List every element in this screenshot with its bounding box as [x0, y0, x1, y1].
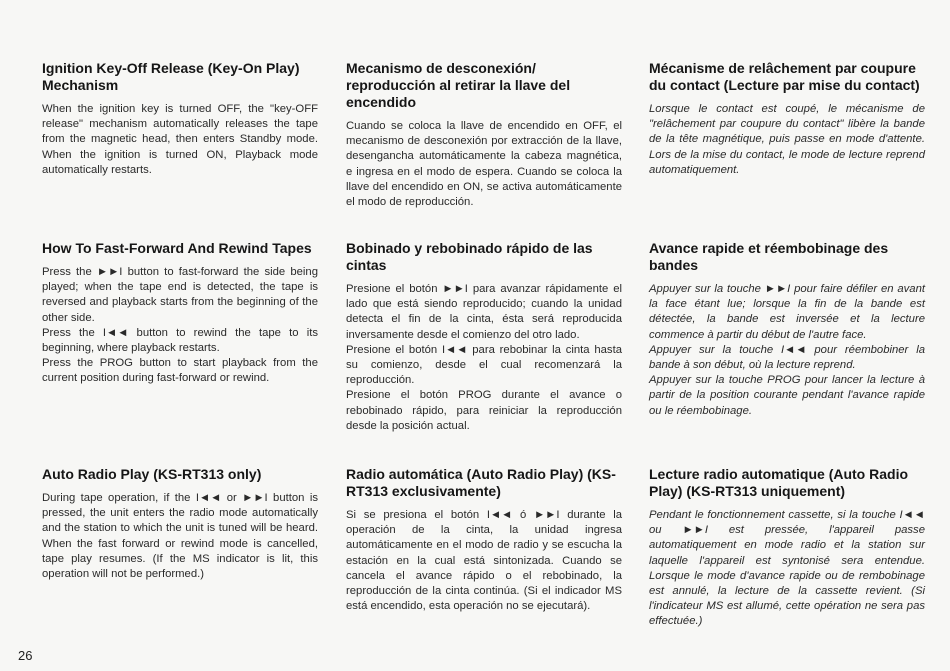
section-key-off-release-en [42, 60, 318, 178]
page-number: 26 [18, 648, 33, 663]
section-fast-forward-rewind-fr [649, 240, 925, 419]
section-key-off-release-fr [649, 60, 925, 178]
section-auto-radio-play-es [346, 466, 622, 614]
section-key-off-release-es [346, 60, 622, 210]
section-body: Lorsque le contact est coupé, le mécanisme de "relâchement par coupure du contact" libère la bande de la tête magnétique, puis passe en mode d'attente. Lors de la mise du contact, le mode de lecture reprend automatiquement. [649, 103, 925, 176]
section-fast-forward-rewind-es [346, 240, 622, 434]
section-body: Cuando se coloca la llave de encendido en OFF, el mecanismo de desconexión por extracción de la llave, desengancha automáticamente la cabeza magnética, e ingresa en el modo de espera. Cuando se coloca la llave del encendido en ON, se activa automáticamente el modo de reproducción. [346, 120, 622, 209]
section-body: Press the ►►I button to fast-forward the side being played; when the tape end is detected, the tape is reversed and playback starts from the beginning of the other side. Press the I◄◄ button to rewind the tape to its beginning, where playback restarts. Press the PROG button to start playback from the current position during fast-forward or rewind. [42, 266, 318, 385]
section-heading: Lecture radio automatique (Auto Radio Play) (KS-RT313 uniquement) [649, 466, 909, 499]
section-heading: Radio automática (Auto Radio Play) (KS-RT313 exclusivamente) [346, 466, 616, 499]
section-body: Presione el botón ►►I para avanzar rápidamente el lado que está siendo reproducido; cuando la unidad detecta el fin de la cinta, ésta será reproducida inversamente desde el comienzo del otro lado. Presione el botón I◄◄ para rebobinar la cinta hasta su comienzo, desde el cual recomenzará la reproducción. Presione el botón PROG durante el avance o rebobinado rápido, para reiniciar la reproducción desde la posición actual. [346, 283, 622, 432]
section-fast-forward-rewind-en [42, 240, 318, 387]
section-body: Appuyer sur la touche ►►I pour faire défiler en avant la face étant lue; lorsque la fin de la bande est détectée, la bande est inversée et la lecture commence à partir du début de l'autre face. Appuyer sur la touche I◄◄ pour réembobiner la bande à son début, où la lecture reprend. Appuyer sur la touche PROG pour lancer la lecture à partir de la position courante pendant l'avance rapide ou le réembobinage. [649, 283, 925, 417]
section-heading: How To Fast-Forward And Rewind Tapes [42, 240, 312, 256]
section-heading: Mécanisme de relâchement par coupure du contact (Lecture par mise du contact) [649, 60, 920, 93]
section-body: Pendant le fonctionnement cassette, si la touche I◄◄ ou ►►I est pressée, l'appareil passe automatiquement en mode radio et la station sur laquelle l'appareil est syntonisé sera entendue. Lorsque le mode d'avance rapide ou de rembobinage est annulé, la lecture de la cassette revient. (Si l'indicateur MS est allumé, cette opération ne sera pas effectuée.) [649, 509, 925, 628]
section-heading: Ignition Key-Off Release (Key-On Play) Mechanism [42, 60, 300, 93]
section-auto-radio-play-fr [649, 466, 925, 630]
section-body: During tape operation, if the I◄◄ or ►►I button is pressed, the unit enters the radio mode automatically and the station to which the unit is tuned will be heard. When the fast forward or rewind mode is cancelled, tape play resumes. (If the MS indicator is lit, this operation will not be performed.) [42, 492, 318, 581]
section-auto-radio-play-en [42, 466, 318, 582]
section-heading: Avance rapide et réembobinage des bandes [649, 240, 889, 273]
section-body: When the ignition key is turned OFF, the "key-OFF release" mechanism automatically releases the tape from the magnetic head, then enters Standby mode. When the ignition is turned ON, Playback mode automatically restarts. [42, 103, 318, 176]
section-heading: Bobinado y rebobinado rápido de las cintas [346, 240, 593, 273]
section-body: Si se presiona el botón I◄◄ ó ►►I durante la operación de la cinta, la unidad ingresa automáticamente en el modo de radio y se escucha la estación en la cual está sintonizada. Cuando se cancela el avance rápido o el rebobinado, la reproducción de la cinta continúa. (Si el indicador MS está encendido, esta operación no se ejecutará). [346, 509, 622, 613]
section-heading: Mecanismo de desconexión/ reproducción al retirar la llave del encendido [346, 60, 571, 110]
section-heading: Auto Radio Play (KS-RT313 only) [42, 466, 262, 482]
